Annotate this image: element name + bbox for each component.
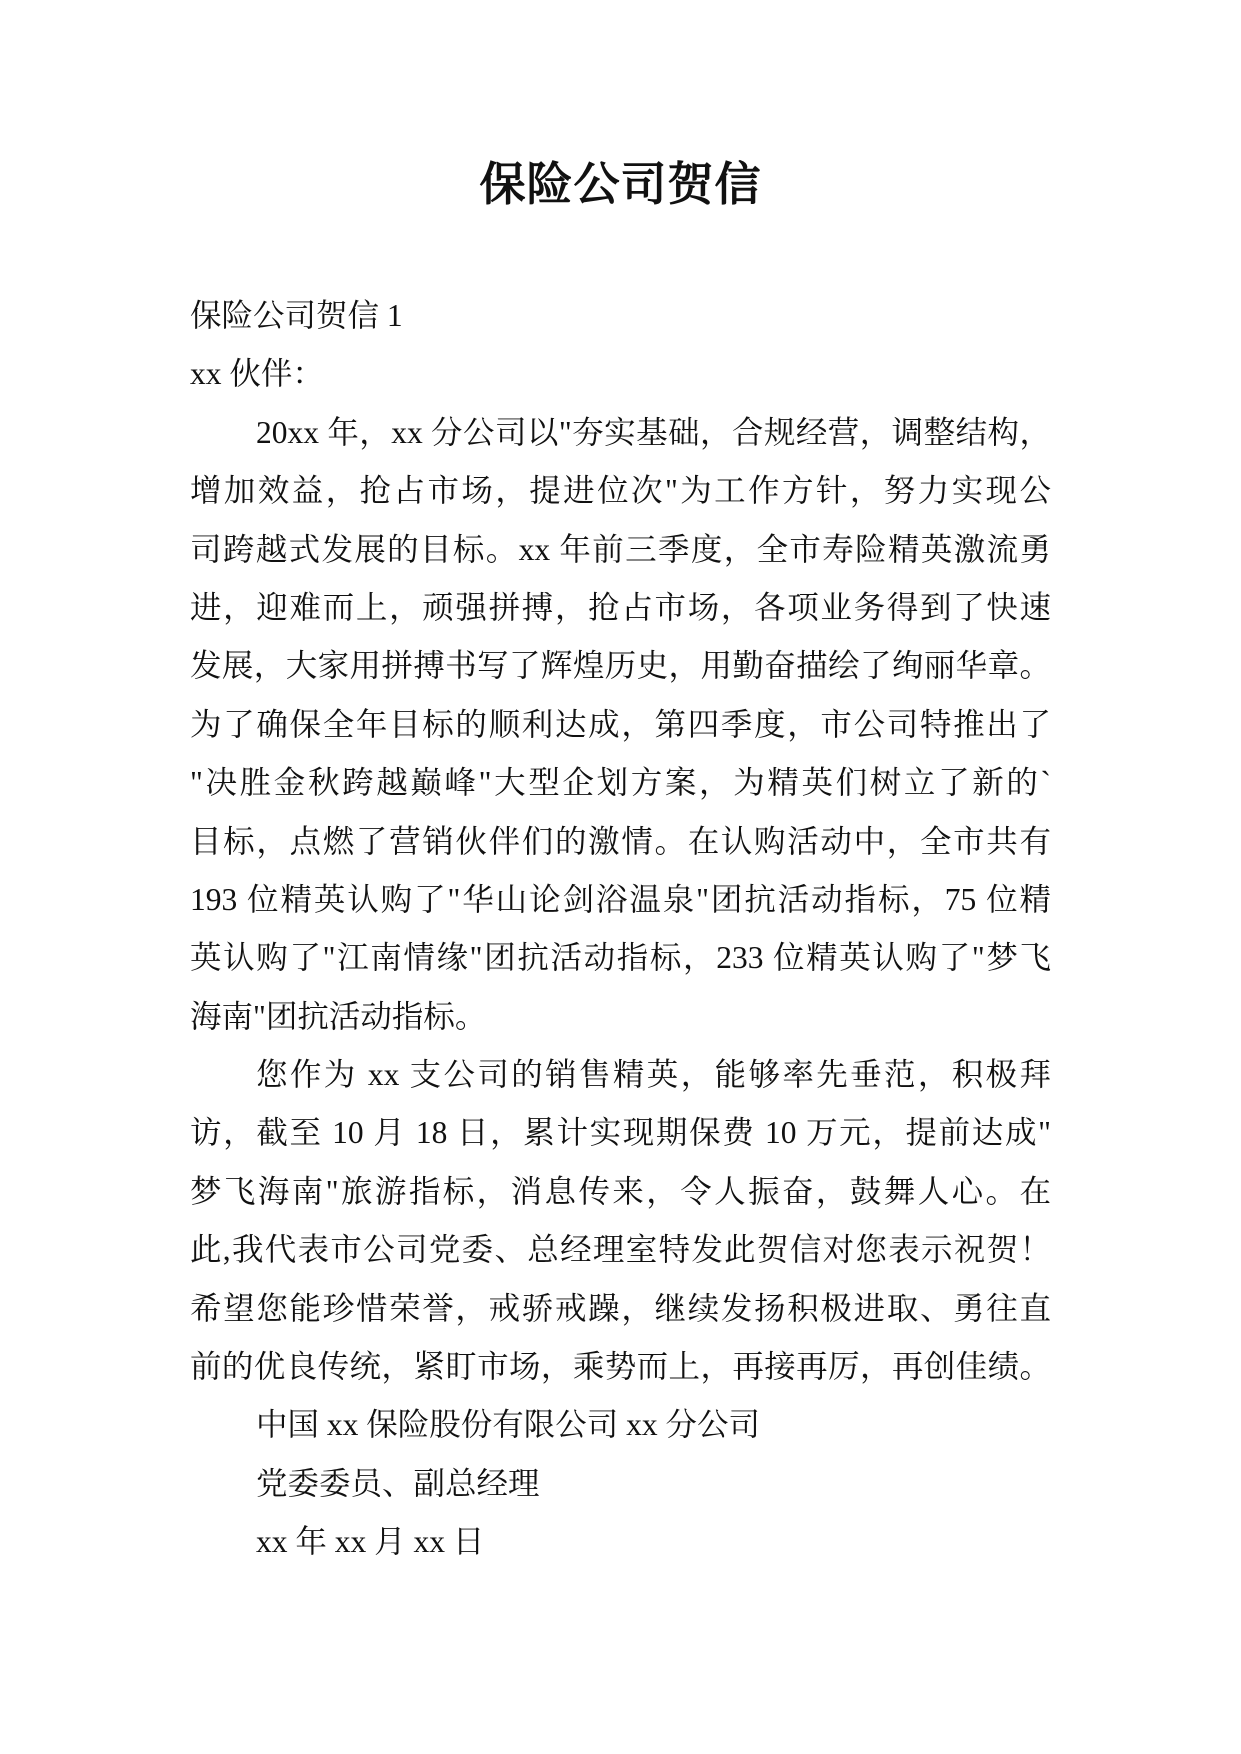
paragraph-line: 希望您能珍惜荣誉，戒骄戒躁，继续发扬积极进取、勇往直 [190,1290,1051,1326]
paragraph-line: 访，截至 10 月 18 日，累计实现期保费 10 万元，提前达成" [190,1115,1051,1151]
paragraph-line: 目标，点燃了营销伙伴们的激情。在认购活动中，全市共有 [190,823,1051,859]
paragraph [190,404,1051,1046]
paragraph-line: 20xx 年，xx 分公司以"夯实基础，合规经营，调整结构， [256,414,1051,450]
signature-date: xx 年 xx 月 xx 日 [256,1524,485,1560]
paragraph-line: 梦飞海南"旅游指标，消息传来，令人振奋，鼓舞人心。在 [190,1173,1051,1209]
document-body [190,287,1051,1572]
paragraph-line: 您作为 xx 支公司的销售精英，能够率先垂范，积极拜 [256,1057,1051,1093]
paragraph-line: "决胜金秋跨越巅峰"大型企划方案，为精英们树立了新的` [190,765,1051,801]
signature-organization: 中国 xx 保险股份有限公司 xx 分公司 [256,1407,761,1443]
paragraph-line: 为了确保全年目标的顺利达成，第四季度，市公司特推出了 [190,706,1051,742]
paragraph-line: 英认购了"江南情缘"团抗活动指标，233 位精英认购了"梦飞 [190,940,1051,976]
paragraph-line: 进，迎难而上，顽强拼搏，抢占市场，各项业务得到了快速 [190,589,1051,625]
signature-block [190,1396,1051,1571]
paragraph-line: 发展，大家用拼搏书写了辉煌历史，用勤奋描绘了绚丽华章。 [190,648,1051,684]
document-title: 保险公司贺信 [479,157,762,211]
paragraph-line: 司跨越式发展的目标。xx 年前三季度，全市寿险精英激流勇 [190,531,1051,567]
paragraph [190,1046,1051,1396]
signature-position: 党委委员、副总经理 [256,1465,540,1501]
section-heading: 保险公司贺信 1 [190,298,403,333]
salutation: xx 伙伴： [190,356,324,392]
paragraph-line: 此,我代表市公司党委、总经理室特发此贺信对您表示祝贺！ [190,1232,1051,1268]
paragraph-line: 增加效益，抢占市场，提进位次"为工作方针，努力实现公 [190,473,1051,509]
paragraph-line: 前的优良传统，紧盯市场，乘势而上，再接再厉，再创佳绩。 [190,1349,1051,1385]
paragraph-line: 海南"团抗活动指标。 [190,998,487,1034]
paragraph-line: 193 位精英认购了"华山论剑浴温泉"团抗活动指标，75 位精 [190,881,1051,917]
